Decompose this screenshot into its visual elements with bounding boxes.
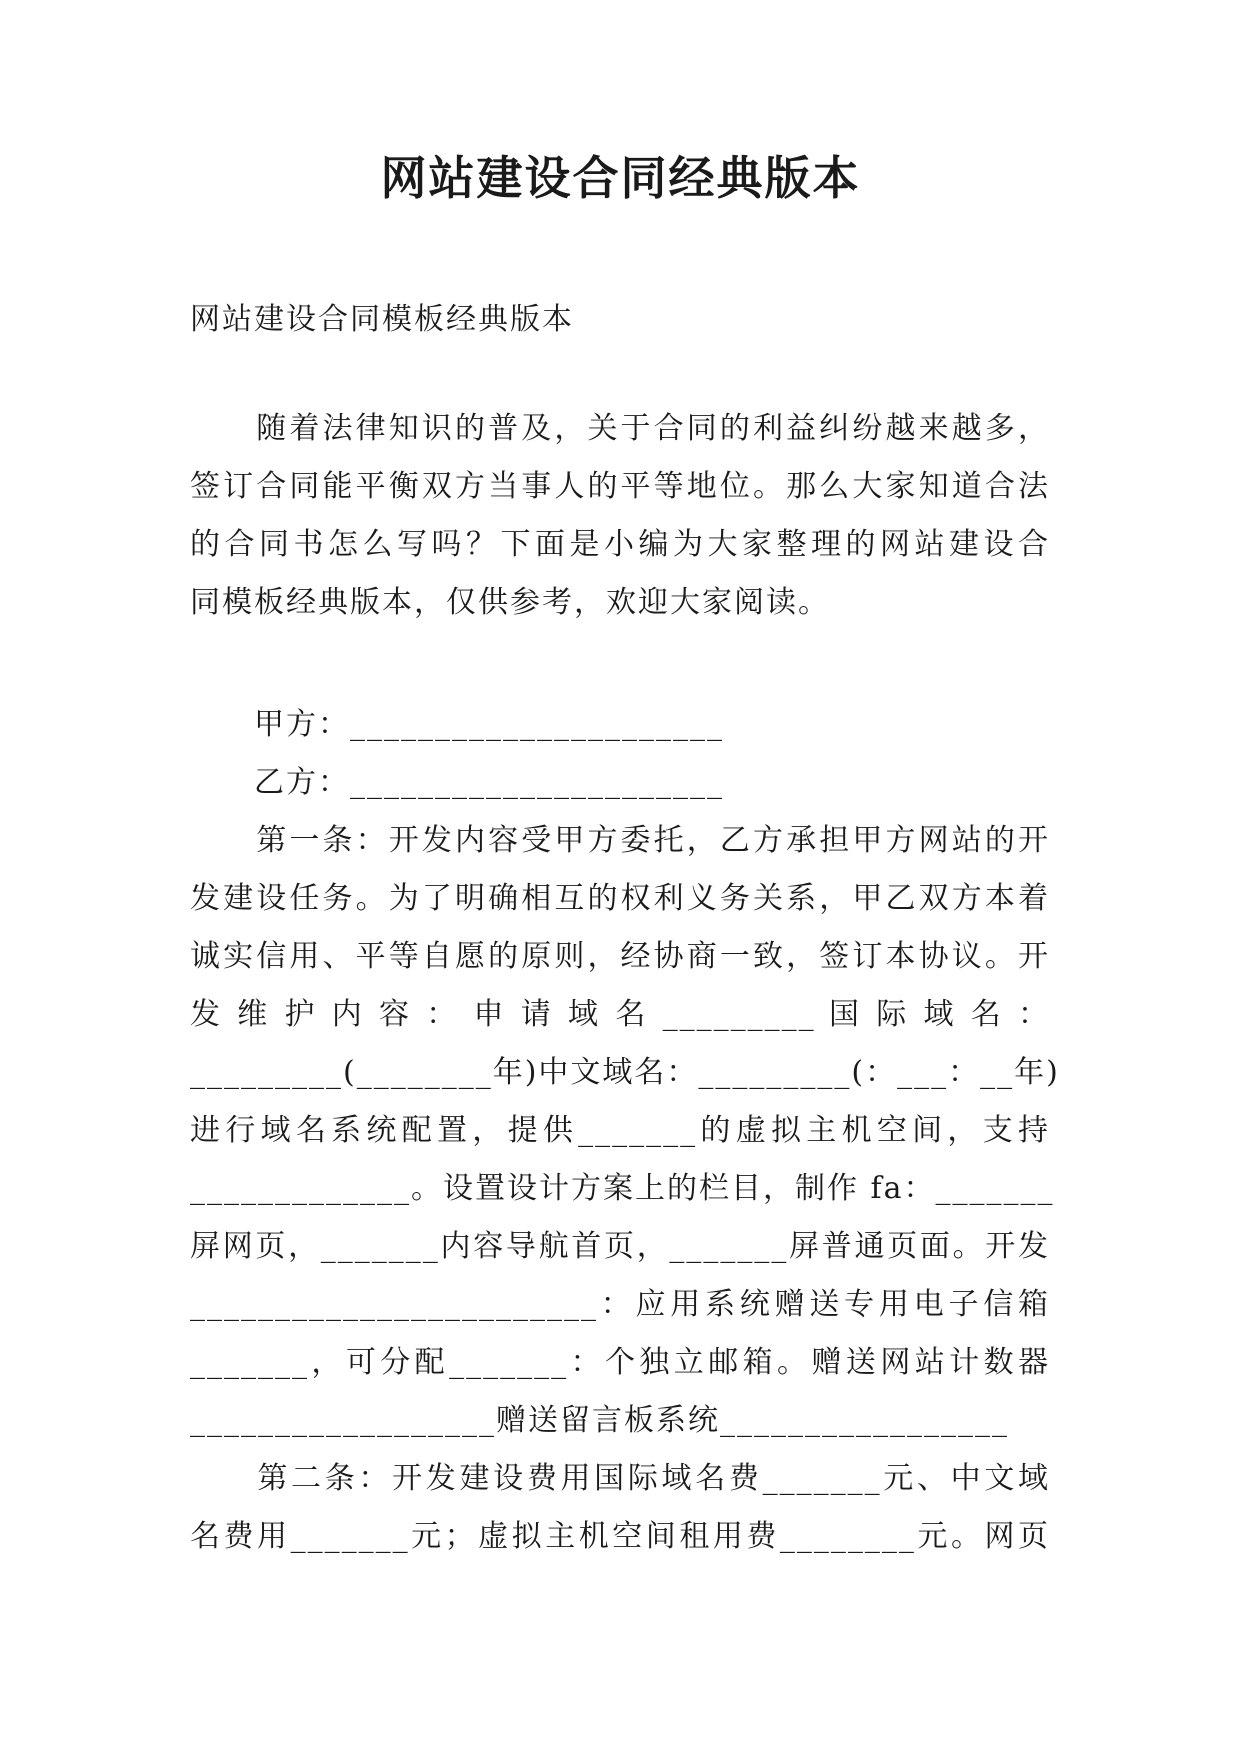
paragraph-line: 的合同书怎么写吗？下面是小编为大家整理的网站建设合 bbox=[190, 527, 1050, 562]
article-line: 发 维 护 内 容 ： 申 请 域 名 _________ 国 际 域 名 ： bbox=[190, 997, 1050, 1032]
article-line: __________________赠送留言板系统_________________ bbox=[190, 1403, 1009, 1438]
paragraph-line: 随着法律知识的普及，关于合同的利益纠纷越来越多， bbox=[190, 411, 1050, 446]
party-a-line: 甲方：______________________ bbox=[190, 707, 724, 742]
article-line: 诚实信用、平等自愿的原则，经协商一致，签订本协议。开 bbox=[190, 939, 1050, 974]
article-line: _______，可分配_______：个独立邮箱。赠送网站计数器 bbox=[190, 1345, 1050, 1380]
article-line: 发建设任务。为了明确相互的权利义务关系，甲乙双方本着 bbox=[190, 881, 1050, 916]
article-line: ________________________：应用系统赠送专用电子信箱 bbox=[190, 1287, 1050, 1322]
article-line: _____________。设置设计方案上的栏目，制作 fa：_______ bbox=[190, 1171, 1055, 1206]
article-line: 第二条：开发建设费用国际域名费_______元、中文域 bbox=[190, 1461, 1050, 1496]
article-line: 进行域名系统配置，提供_______的虚拟主机空间，支持 bbox=[190, 1113, 1050, 1148]
article-line: 名费用_______元；虚拟主机空间租用费________元。网页 bbox=[190, 1519, 1050, 1554]
article-line: _________(________年)中文域名：_________(：___：__年) bbox=[190, 1055, 1060, 1090]
article-line: 屏网页，_______内容导航首页，_______屏普通页面。开发 bbox=[190, 1229, 1050, 1264]
document-title: 网站建设合同经典版本 bbox=[380, 151, 861, 205]
paragraph-line: 同模板经典版本，仅供参考，欢迎大家阅读。 bbox=[190, 585, 830, 620]
article-line: 第一条：开发内容受甲方委托，乙方承担甲方网站的开 bbox=[190, 823, 1050, 858]
paragraph-line: 签订合同能平衡双方当事人的平等地位。那么大家知道合法 bbox=[190, 469, 1050, 504]
party-b-line: 乙方：______________________ bbox=[190, 765, 724, 800]
document-subtitle: 网站建设合同模板经典版本 bbox=[190, 302, 574, 337]
